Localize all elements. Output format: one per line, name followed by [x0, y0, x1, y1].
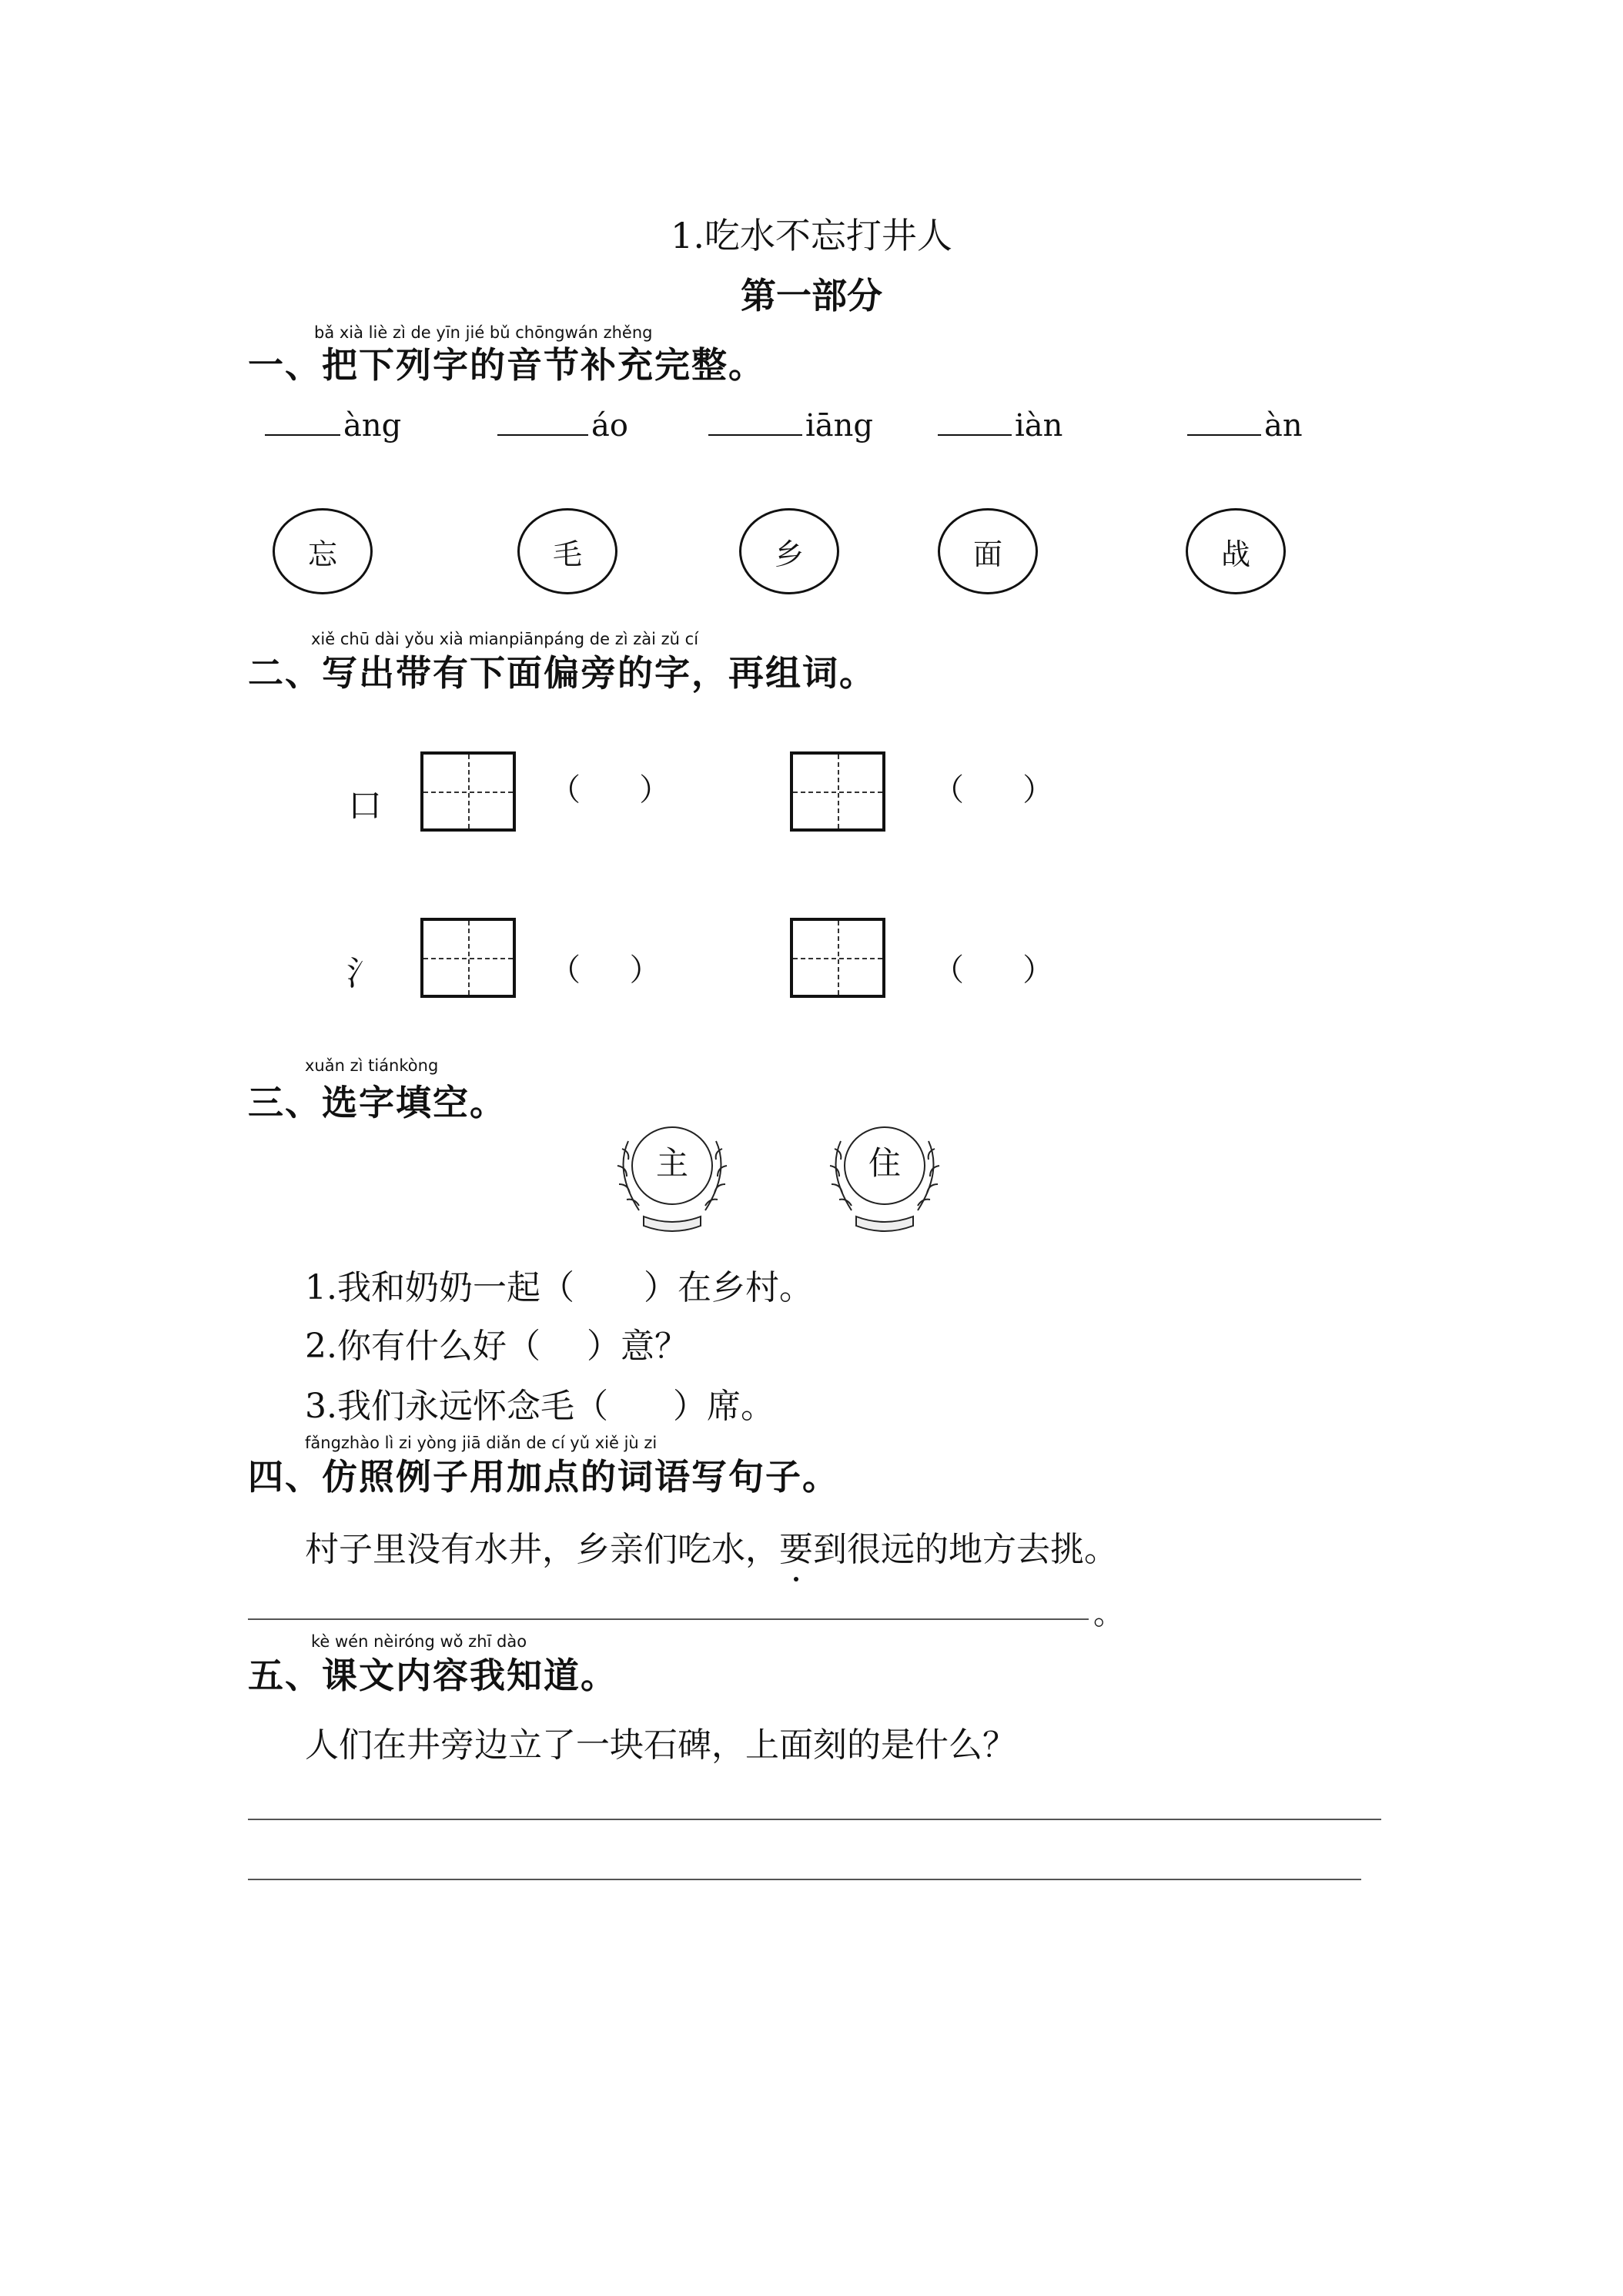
- radical-kou: 口: [348, 786, 382, 825]
- q4-pinyin: fǎngzhào lì zi yòng jiā diǎn de cí yǔ xiě jù zi: [305, 1434, 658, 1452]
- q1-syllable-4: iàn: [938, 408, 1062, 443]
- q4-heading: 四、仿照例子用加点的词语写句子。: [248, 1456, 839, 1498]
- syllable-blank[interactable]: [265, 433, 340, 436]
- answer-line[interactable]: [248, 1819, 1381, 1820]
- answer-line[interactable]: [248, 1618, 1089, 1620]
- char-circle: 战: [1186, 508, 1286, 594]
- tianzige-grid[interactable]: [420, 918, 516, 998]
- q3-heading: 三、选字填空。: [248, 1082, 507, 1123]
- q1-syllable-1: àng: [265, 408, 401, 443]
- syllable-blank[interactable]: [938, 433, 1012, 436]
- q5-question: 人们在井旁边立了一块石碑，上面刻的是什么？: [305, 1725, 1016, 1765]
- choice-badge-zhu: [599, 1118, 745, 1241]
- dotted-word: 要: [779, 1521, 813, 1571]
- answer-parentheses[interactable]: （ ）: [933, 772, 1054, 808]
- answer-parentheses[interactable]: （ ）: [550, 772, 671, 808]
- q5-pinyin: kè wén nèiróng wǒ zhī dào: [311, 1632, 527, 1651]
- syllable-blank[interactable]: [1187, 433, 1261, 436]
- tianzige-grid[interactable]: [790, 751, 885, 832]
- syllable-blank[interactable]: [708, 433, 802, 436]
- q3-sentence-3: 3.我们永远怀念毛（ ）席。: [305, 1387, 775, 1426]
- q1-syllable-3: iāng: [708, 408, 873, 443]
- tianzige-grid[interactable]: [420, 751, 516, 832]
- choice-badge-zhu4: [812, 1118, 958, 1241]
- q4-example: 村子里没有水井，乡亲们吃水，要到很远的地方去挑。: [305, 1521, 1118, 1571]
- char-circle: 乡: [739, 508, 839, 594]
- char-circle: 面: [938, 508, 1038, 594]
- choice-char: 住: [868, 1144, 901, 1182]
- q2-pinyin: xiě chū dài yǒu xià mianpiānpáng de zì zài zǔ cí: [311, 630, 699, 648]
- q5-heading: 五、课文内容我知道。: [248, 1655, 617, 1696]
- q3-pinyin: xuǎn zì tiánkòng: [305, 1056, 439, 1075]
- tianzige-grid[interactable]: [790, 918, 885, 998]
- page-subtitle: 第一部分: [741, 275, 882, 316]
- answer-parentheses[interactable]: （ ）: [933, 952, 1054, 988]
- q2-heading: 二、写出带有下面偏旁的字，再组词。: [248, 652, 876, 694]
- q1-syllable-5: àn: [1187, 408, 1303, 443]
- q3-sentence-2: 2.你有什么好（ ）意？: [305, 1327, 688, 1366]
- q1-heading: 一、把下列字的音节补充完整。: [248, 344, 765, 386]
- answer-parentheses[interactable]: （ ）: [550, 952, 661, 988]
- char-circle: 忘: [273, 508, 373, 594]
- q1-syllable-2: áo: [497, 408, 628, 443]
- q1-pinyin: bǎ xià liè zì de yīn jié bǔ chōngwán zhěng: [314, 323, 653, 342]
- choice-char: 主: [655, 1144, 688, 1182]
- char-circle: 毛: [517, 508, 617, 594]
- end-mark: 。: [1093, 1596, 1124, 1632]
- answer-line[interactable]: [248, 1879, 1361, 1880]
- page-title: 1.吃水不忘打井人: [671, 215, 952, 256]
- q3-sentence-1: 1.我和奶奶一起（ ）在乡村。: [305, 1268, 813, 1307]
- syllable-blank[interactable]: [497, 433, 588, 436]
- radical-shui: 氵: [346, 954, 380, 993]
